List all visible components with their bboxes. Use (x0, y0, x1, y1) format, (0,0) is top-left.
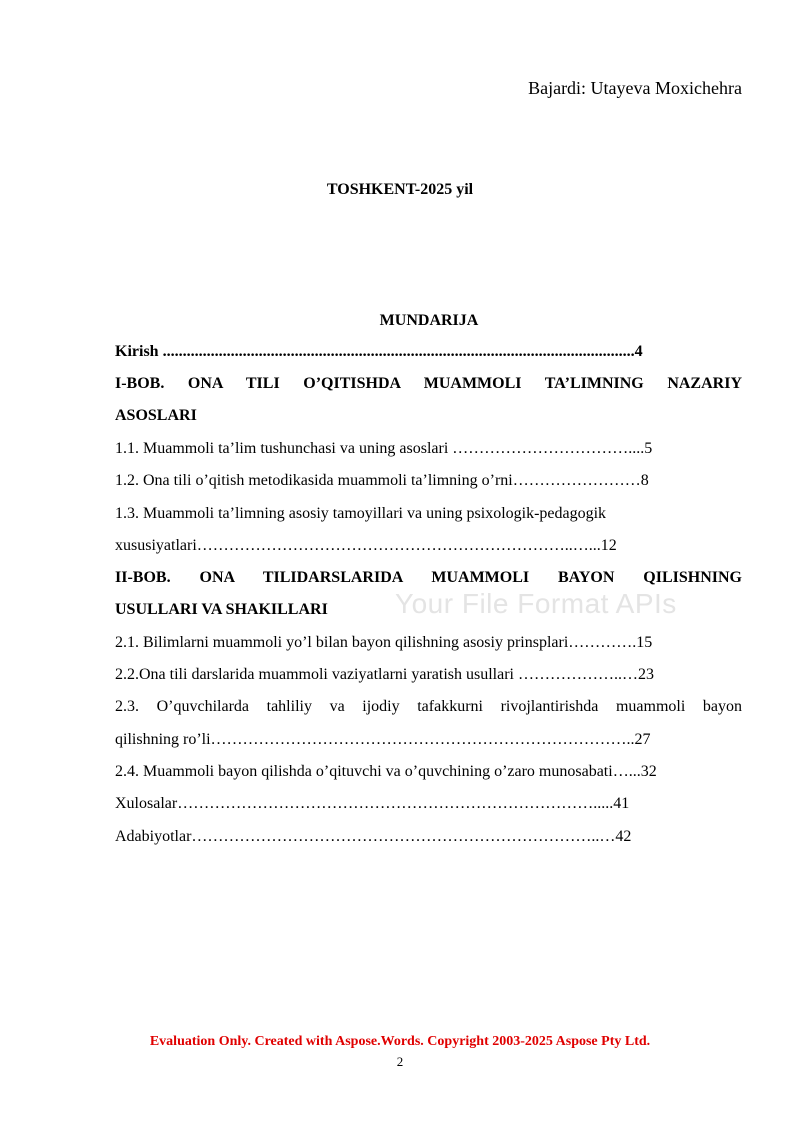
toc-chapter-2-title[interactable]: II-BOB. ONA TILIDARSLARIDA MUAMMOLI BAYON QILISHNING (115, 569, 742, 586)
author-line: Bajardi: Utayeva Moxichehra (528, 78, 742, 98)
toc-entry-1-2[interactable]: 1.2. Ona tili o’qitish metodikasida muammoli ta’limning o’rni……………………8 (115, 472, 649, 489)
toc-entry-2-2[interactable]: 2.2.Ona tili darslarida muammoli vaziyatlarni yaratish usullari ………………..…23 (115, 666, 654, 683)
toc-entry-2-3-cont[interactable]: qilishning ro’li……………………………………………………………………..27 (115, 731, 651, 748)
toc-entry-1-3-cont[interactable]: xususiyatlari……………………………………………………………..…...12 (115, 537, 617, 554)
toc-chapter-2-title-cont[interactable]: USULLARI VA SHAKILLARI (115, 601, 328, 618)
aspose-watermark: Your File Format APIs (395, 588, 677, 619)
toc-chapter-1-title-cont[interactable]: ASOSLARI (115, 407, 197, 424)
city-year-title: TOSHKENT-2025 yil (326, 181, 474, 198)
page-number: 2 (396, 1054, 404, 1069)
toc-chapter-1-title[interactable]: I-BOB. ONA TILI O’QITISHDA MUAMMOLI TA’LIMNING NAZARIY (115, 375, 742, 392)
toc-heading: MUNDARIJA (379, 312, 479, 329)
toc-entry-conclusions[interactable]: Xulosalar…………………………………………………………………….....41 (115, 795, 630, 812)
toc-entry-2-4[interactable]: 2.4. Muammoli bayon qilishda o’qituvchi va o’quvchining o’zaro munosabati…...32 (115, 763, 657, 780)
evaluation-notice: Evaluation Only. Created with Aspose.Words. Copyright 2003-2025 Aspose Pty Ltd. (149, 1034, 651, 1049)
toc-entry-2-1[interactable]: 2.1. Bilimlarni muammoli yo’l bilan bayon qilishning asosiy prinsplari………….15 (115, 634, 653, 651)
toc-entry-2-3[interactable]: 2.3. O’quvchilarda tahliliy va ijodiy tafakkurni rivojlantirishda muammoli bayon (115, 698, 742, 715)
toc-entry-introduction[interactable]: Kirish ......................................................................................................................4 (115, 343, 643, 360)
toc-entry-references[interactable]: Adabiyotlar…………………………………………………………………..…42 (115, 828, 632, 845)
toc-entry-1-3[interactable]: 1.3. Muammoli ta’limning asosiy tamoyillari va uning psixologik-pedagogik (115, 505, 607, 522)
toc-entry-1-1[interactable]: 1.1. Muammoli ta’lim tushunchasi va uning asoslari ……………………………....5 (115, 440, 653, 457)
